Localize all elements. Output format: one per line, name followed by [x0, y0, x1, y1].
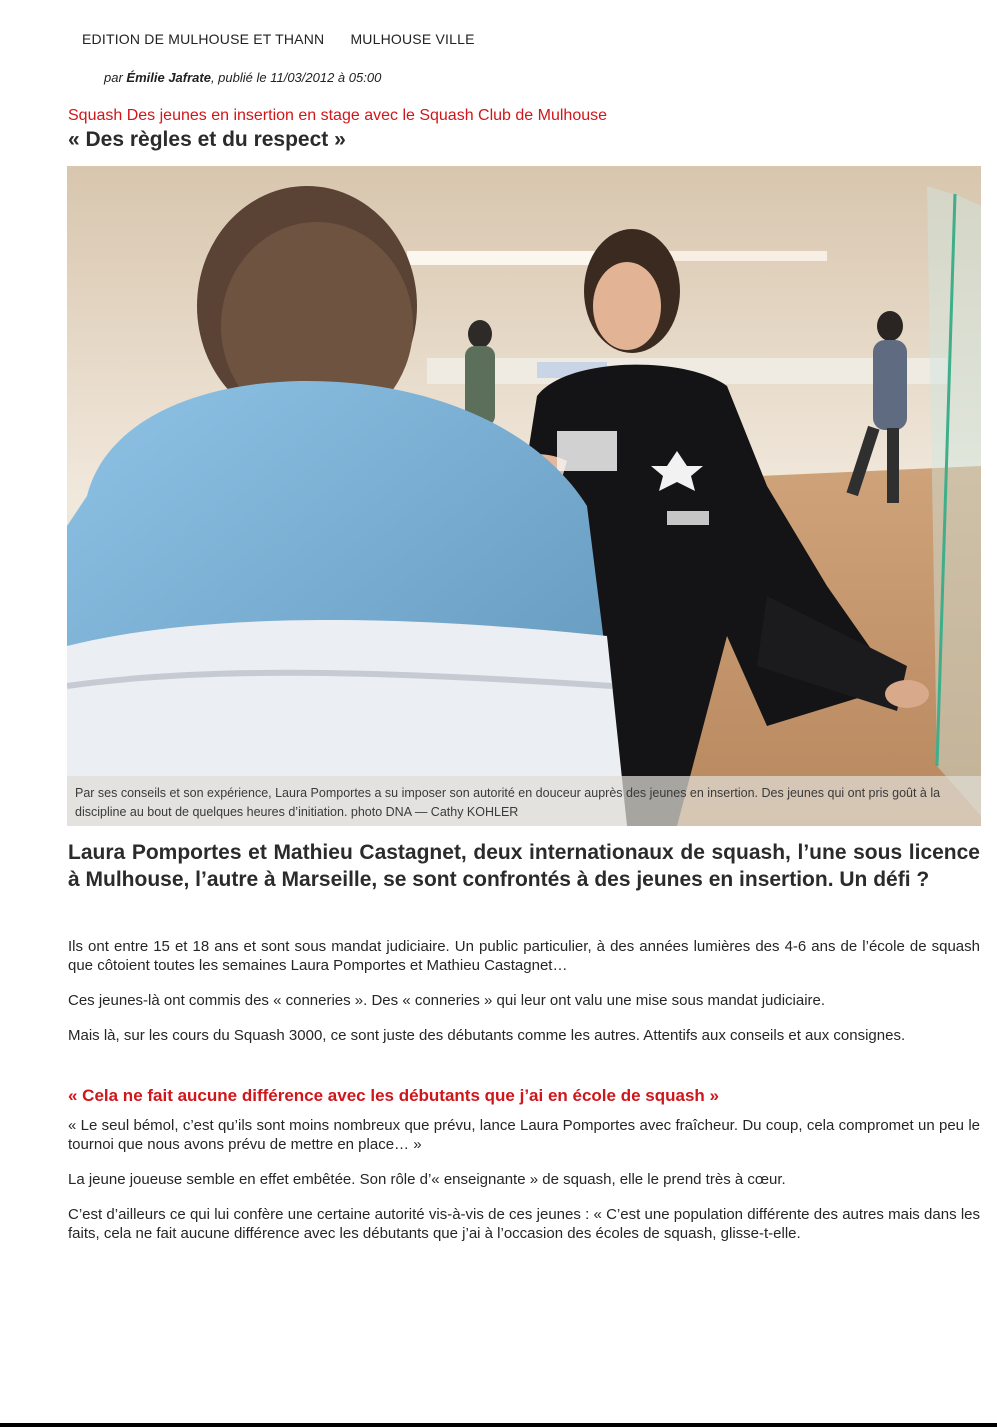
body-paragraph-6: C’est d’ailleurs ce qui lui confère une certaine autorité vis-à-vis de ces jeunes : « C’est une population différente des autres mais dans les faits, cela ne fait aucune différence avec les débutants que j’ai à l’occasion des écoles de squash, glisse-t-elle. [68, 1206, 980, 1242]
article-kicker: Squash Des jeunes en insertion en stage avec le Squash Club de Mulhouse [68, 107, 608, 124]
byline-prefix: par [104, 70, 127, 85]
author-name: Émilie Jafrate [126, 70, 211, 85]
publish-date: , publié le 11/03/2012 à 05:00 [210, 70, 382, 85]
page-bottom-rule [0, 1423, 997, 1427]
body-paragraph-2: Ces jeunes-là ont commis des « conneries ». Des « conneries » qui leur ont valu une mise sous mandat judiciaire. [68, 992, 826, 1009]
photo-caption: Par ses conseils et son expérience, Laura Pomportes a su imposer son autorité en douceur auprès des jeunes en insertion. Des jeunes qui ont pris goût à la discipline au bout de quelques heures d’initiation. photo DNA — Cathy KOHLER [67, 776, 981, 826]
article-subhead: « Cela ne fait aucune différence avec les débutants que j’ai en école de squash » [68, 1086, 719, 1105]
body-paragraph-5: La jeune joueuse semble en effet embêtée. Son rôle d’« enseignante » de squash, elle le prend très à cœur. [68, 1171, 786, 1188]
body-paragraph-3: Mais là, sur les cours du Squash 3000, ce sont juste des débutants comme les autres. Attentifs aux conseils et aux consignes. [68, 1027, 906, 1044]
body-paragraph-4: « Le seul bémol, c’est qu’ils sont moins nombreux que prévu, lance Laura Pomportes avec fraîcheur. Du coup, cela compromet un peu le tournoi que nous avons prévu de mettre en place… » [68, 1117, 980, 1153]
body-paragraph-1: Ils ont entre 15 et 18 ans et sont sous mandat judiciaire. Un public particulier, à des années lumières des 4-6 ans de l’école de squash que côtoient toutes les semaines Laura Pomportes et Mathieu Castagnet… [68, 938, 980, 974]
edition-nav [82, 31, 475, 47]
byline [104, 70, 381, 85]
edition-label: EDITION DE MULHOUSE ET THANN [82, 31, 325, 47]
article-headline: « Des règles et du respect » [68, 128, 346, 151]
squash-court-illustration [67, 166, 981, 826]
section-label: MULHOUSE VILLE [350, 31, 475, 47]
article-photo [67, 166, 981, 826]
article-lead: Laura Pomportes et Mathieu Castagnet, deux internationaux de squash, l’une sous licence à Mulhouse, l’autre à Marseille, se sont confrontés à des jeunes en insertion. Un défi ? [68, 841, 980, 891]
